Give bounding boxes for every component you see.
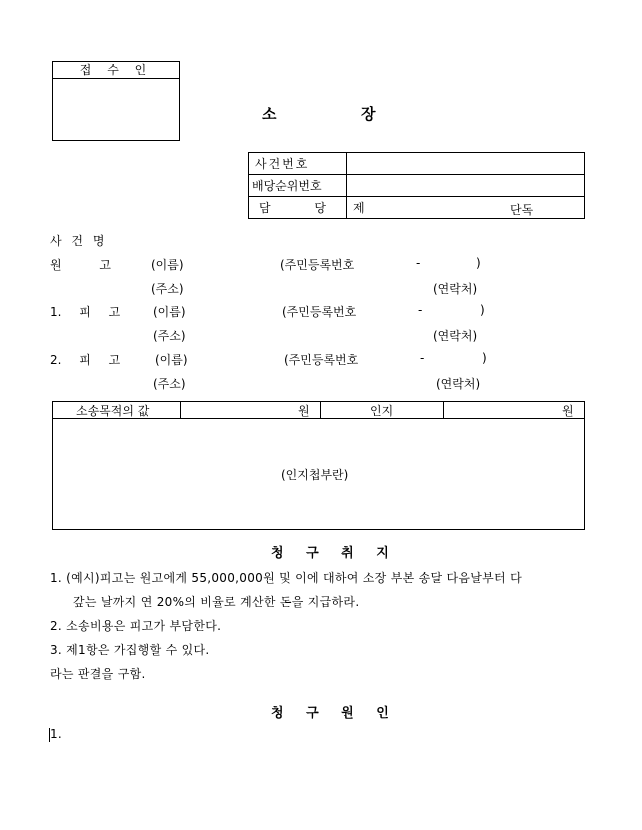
defendant2-name-label: (이름) bbox=[155, 353, 188, 367]
fee-divider-2 bbox=[320, 401, 321, 418]
case-number-label: 사건번호 bbox=[249, 153, 347, 175]
charge-row bbox=[249, 197, 585, 219]
case-number-row bbox=[249, 153, 585, 175]
case-name-label: 사 건 명 bbox=[50, 234, 108, 248]
defendant2-id-close: ) bbox=[482, 351, 487, 365]
reception-header bbox=[52, 61, 180, 79]
plaintiff-contact-label: (연락처) bbox=[433, 282, 478, 296]
claim-cause-heading: 청 구 원 인 bbox=[271, 706, 398, 721]
title-left: 소 bbox=[262, 105, 277, 123]
claim-cause-item1[interactable]: 1. bbox=[50, 727, 63, 741]
plaintiff-name-label: (이름) bbox=[151, 258, 184, 272]
plaintiff-id-dash: - bbox=[416, 256, 421, 270]
defendant1-id-dash: - bbox=[418, 303, 423, 317]
defendant1-role: 1. 피 고 bbox=[50, 305, 121, 319]
allocation-row bbox=[249, 175, 585, 197]
fee-divider-3 bbox=[443, 401, 444, 418]
defendant1-contact-label: (연락처) bbox=[433, 329, 478, 343]
fee-attach-label: (인지첩부란) bbox=[281, 468, 349, 482]
claim-purpose-closing: 라는 판결을 구함. bbox=[50, 667, 146, 681]
fee-divider-1 bbox=[180, 401, 181, 418]
defendant2-role: 2. 피 고 bbox=[50, 353, 121, 367]
charge-value bbox=[347, 197, 585, 219]
defendant1-address-label: (주소) bbox=[153, 329, 186, 343]
plaintiff-id-close: ) bbox=[476, 256, 481, 270]
title-right: 장 bbox=[361, 105, 376, 123]
charge-label: 담 당 bbox=[259, 201, 326, 215]
fee-value-label: 소송목적의 값 bbox=[76, 404, 150, 418]
claim-purpose-heading: 청 구 취 지 bbox=[271, 546, 398, 561]
fee-won-1: 원 bbox=[298, 404, 310, 418]
plaintiff-id-label: (주민등록번호 bbox=[280, 258, 355, 272]
defendant2-contact-label: (연락처) bbox=[436, 377, 481, 391]
defendant2-address-label: (주소) bbox=[153, 377, 186, 391]
fee-won-2: 원 bbox=[562, 404, 574, 418]
charge-label-cell bbox=[249, 197, 347, 219]
fee-stamp-label: 인지 bbox=[370, 404, 394, 418]
plaintiff-address-label: (주소) bbox=[151, 282, 184, 296]
allocation-label: 배당순위번호 bbox=[249, 175, 347, 197]
case-number-value[interactable] bbox=[347, 153, 585, 175]
defendant2-id-label: (주민등록번호 bbox=[284, 353, 359, 367]
charge-prefix: 제 bbox=[353, 201, 365, 215]
defendant1-id-close: ) bbox=[480, 303, 485, 317]
claim-purpose-item3: 3. 제1항은 가집행할 수 있다. bbox=[50, 643, 210, 657]
defendant1-id-label: (주민등록번호 bbox=[282, 305, 357, 319]
plaintiff-role: 원 고 bbox=[50, 258, 111, 272]
charge-suffix: 단독 bbox=[510, 203, 534, 217]
defendant2-id-dash: - bbox=[420, 351, 425, 365]
defendant1-name-label: (이름) bbox=[153, 305, 186, 319]
claim-purpose-item2: 2. 소송비용은 피고가 부담한다. bbox=[50, 619, 222, 633]
allocation-value[interactable] bbox=[347, 175, 585, 197]
case-info-table bbox=[248, 152, 585, 219]
claim-purpose-item1-line1: 1. (예시)피고는 원고에게 55,000,000원 및 이에 대하여 소장 부본 송달 다음날부터 다 bbox=[50, 571, 522, 585]
claim-purpose-item1-line2: 갚는 날까지 연 20%의 비율로 계산한 돈을 지급하라. bbox=[73, 595, 360, 609]
reception-label: 접 수 인 bbox=[79, 63, 153, 77]
